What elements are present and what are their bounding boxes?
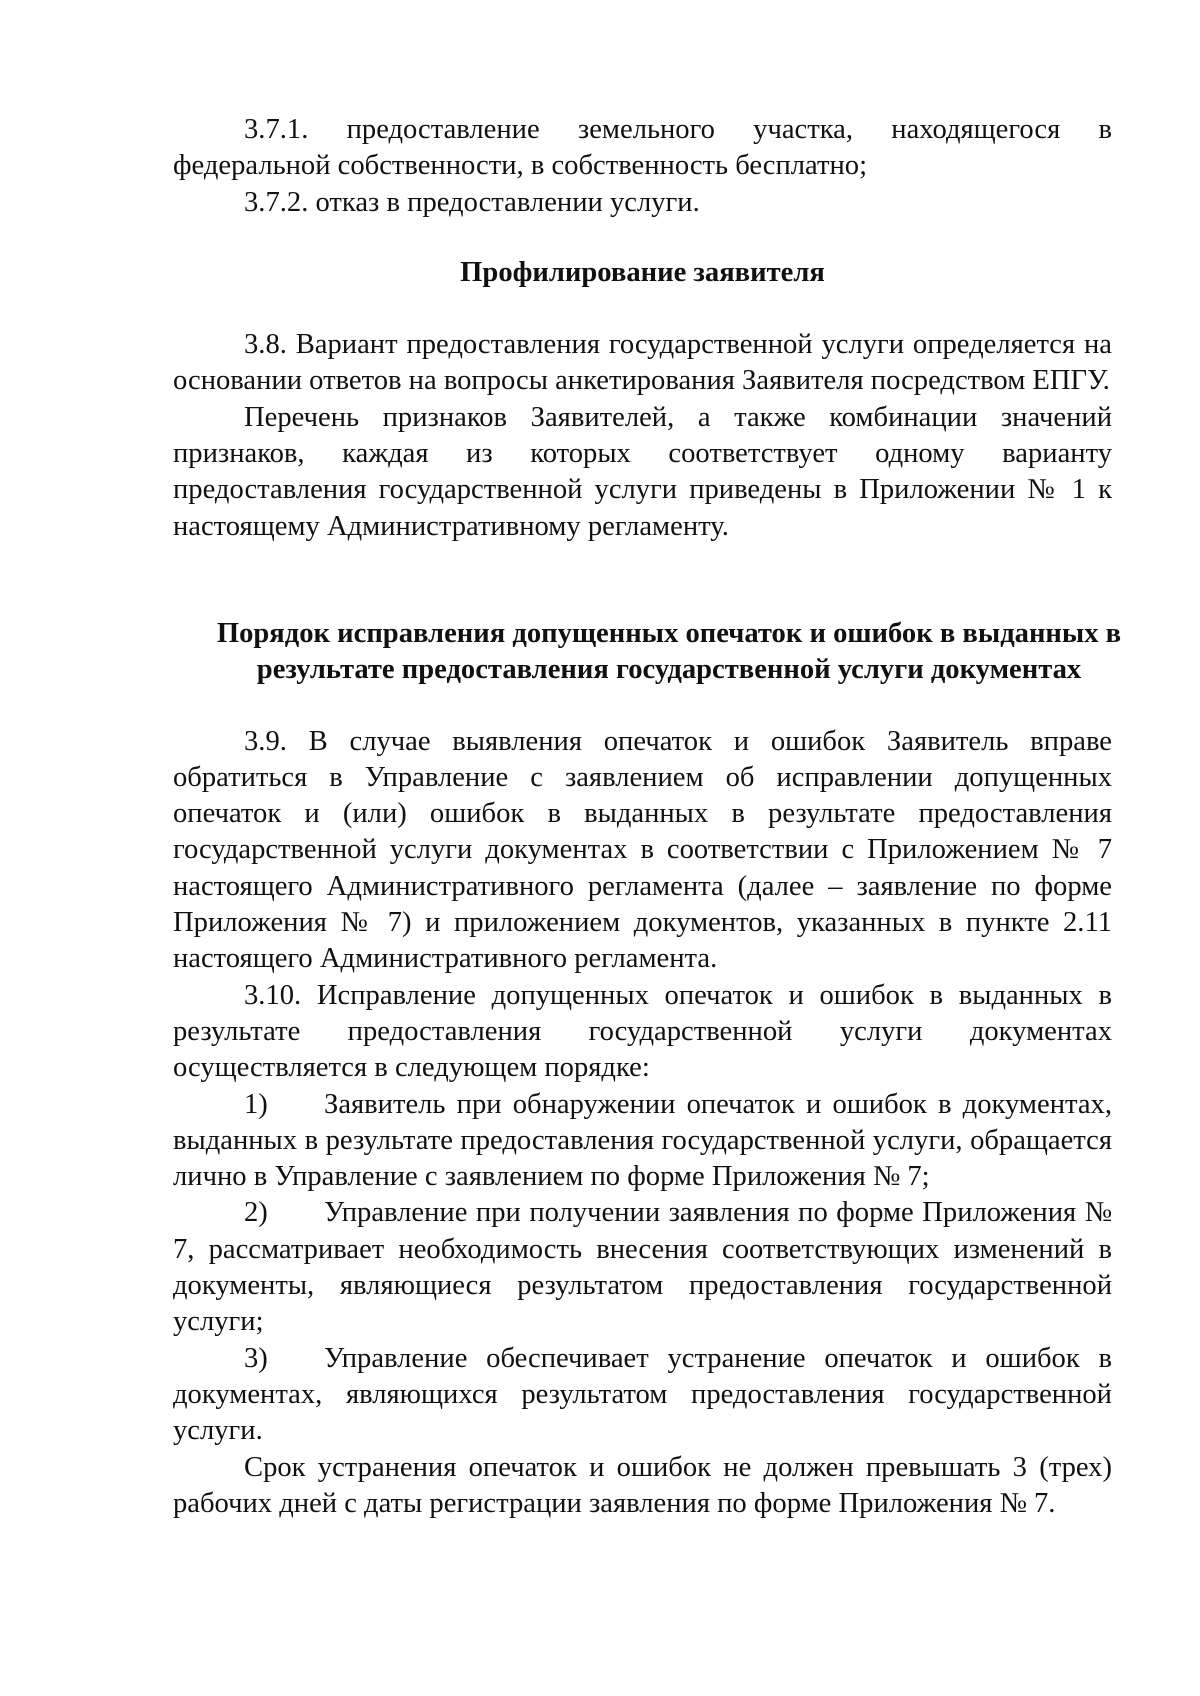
list-item — [173, 1195, 1112, 1340]
heading-profiling: Профилирование заявителя — [460, 256, 825, 288]
paragraph-3-7-2: 3.7.2. отказ в предоставлении услуги. — [244, 186, 700, 218]
list-item — [173, 1087, 1112, 1196]
spacer — [173, 545, 1112, 616]
list-item-number: 3) — [244, 1342, 268, 1374]
heading-corrections: Порядок исправления допущенных опечаток и ошибок в выданных в результате предоставления государственной услуги документах — [216, 617, 1122, 686]
list-item — [173, 1341, 1112, 1450]
list-item-text: Управление при получении заявления по форме Приложения № 7, рассматривает необходимость внесения соответствующих изменений в документы, являющиеся результатом предоставления государственной услуги; — [173, 1197, 1112, 1338]
spacer — [173, 221, 1112, 255]
paragraph-3-10: 3.10. Исправление допущенных опечаток и ошибок в выданных в результате предоставления государственной услуги документах осуществляется в следующем порядке: — [173, 979, 1112, 1084]
paragraph-3-7-1: 3.7.1. предоставление земельного участка, находящегося в федеральной собственности, в собственность бесплатно; — [173, 114, 1112, 182]
paragraph-3-8: 3.8. Вариант предоставления государственной услуги определяется на основании ответов на вопросы анкетирования Заявителя посредством ЕПГУ. — [173, 329, 1112, 397]
spacer — [173, 689, 1112, 724]
list-item-text: Управление обеспечивает устранение опечаток и ошибок в документах, являющихся результатом предоставления государственной услуги. — [173, 1342, 1112, 1447]
list-item-number: 2) — [244, 1197, 268, 1229]
paragraph-3-8-features-list: Перечень признаков Заявителей, а также комбинации значений признаков, каждая из которых соответствует одному варианту предоставления государственной услуги приведены в Приложении № 1 к настоящему Административному регламенту. — [173, 401, 1112, 542]
list-item-text: Заявитель при обнаружении опечаток и ошибок в документах, выданных в результате предоставления государственной услуги, обращается лично в Управление с заявлением по форме Приложения № 7; — [173, 1088, 1112, 1193]
spacer — [173, 291, 1112, 327]
list-item-number: 1) — [244, 1088, 268, 1120]
paragraph-3-9: 3.9. В случае выявления опечаток и ошибок Заявитель вправе обратиться в Управление с заявлением об исправлении допущенных опечаток и (или) ошибок в выданных в результате предоставления государственной услуги документах в соответствии с Приложением № 7 настоящего Административного регламента (далее – заявление по форме Приложения № 7) и приложением документов, указанных в пункте 2.11 настоящего Административного регламента. — [173, 725, 1112, 975]
document-body — [173, 112, 1122, 1522]
paragraph-deadline: Срок устранения опечаток и ошибок не должен превышать 3 (трех) рабочих дней с даты регистрации заявления по форме Приложения № 7. — [173, 1451, 1112, 1519]
